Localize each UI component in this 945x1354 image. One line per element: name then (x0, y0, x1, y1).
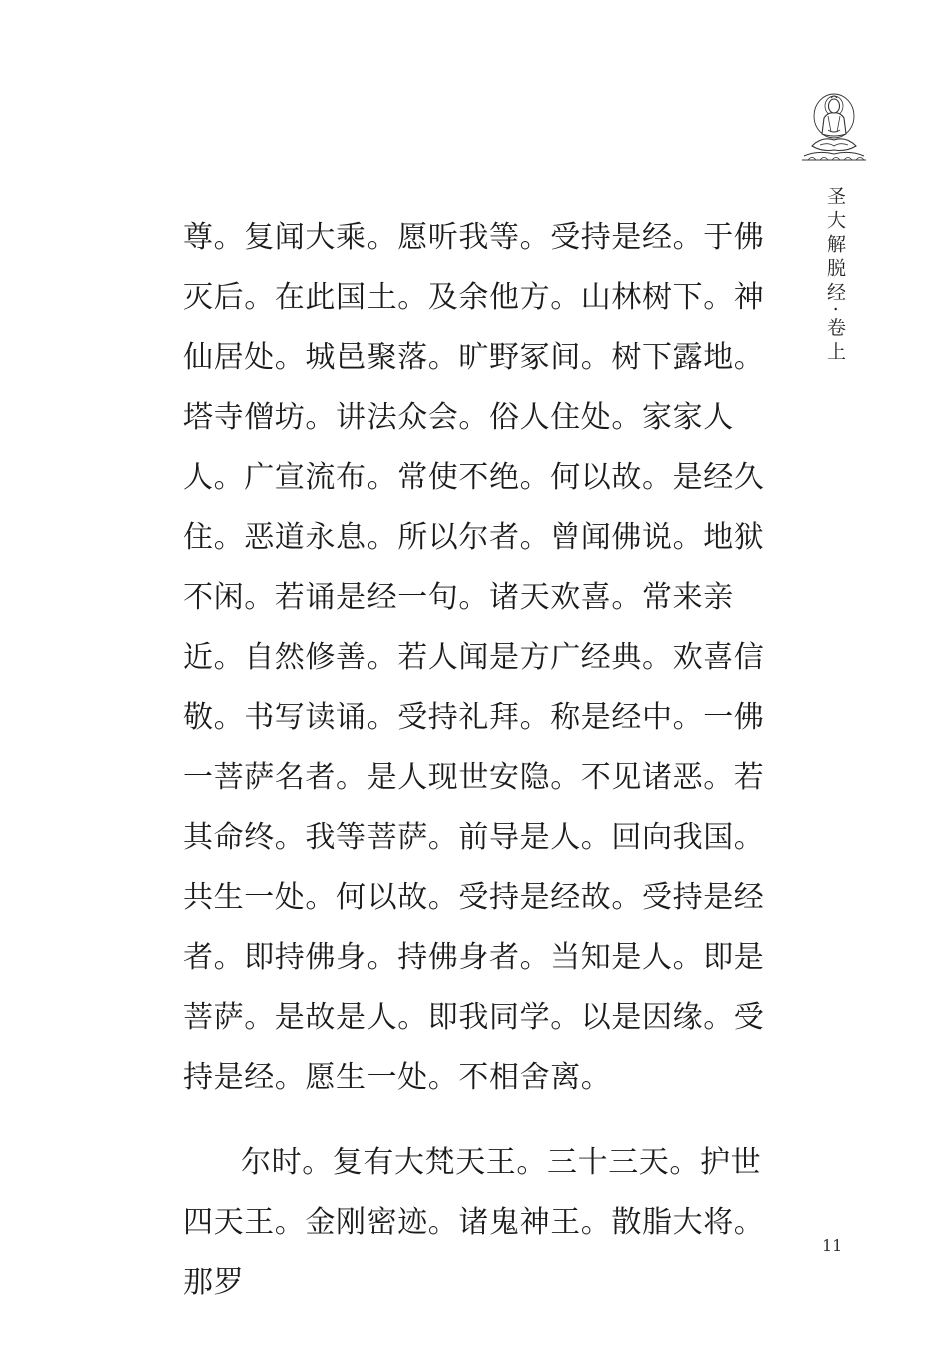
buddha-figure-icon (798, 88, 870, 168)
running-title: 圣大解脱经·卷上 (824, 186, 846, 366)
page-number: 11 (822, 1236, 843, 1255)
paragraph: 尔时。复有大梵天王。三十三天。护世四天王。金刚密迹。诸鬼神王。散脂大将。那罗 (183, 1145, 765, 1300)
paragraph: 尊。复闻大乘。愿听我等。受持是经。于佛灭后。在此国土。及余他方。山林树下。神仙居处。城邑聚落。旷野冢间。树下露地。塔寺僧坊。讲法众会。俗人住处。家家人人。广宣流布。常使不绝。何以故。是经久住。恶道永息。所以尔者。曾闻佛说。地狱不闲。若诵是经一句。诸天欢喜。常来亲近。自然修善。若人闻是方广经典。欢喜信敬。书写读诵。受持礼拜。称是经中。一佛一菩萨名者。是人现世安隐。不见诸恶。若其命终。我等菩萨。前导是人。回向我国。共生一处。何以故。受持是经故。受持是经者。即持佛身。持佛身者。当知是人。即是菩萨。是故是人。即我同学。以是因缘。受持是经。愿生一处。不相舍离。 (183, 220, 765, 1095)
scripture-text (183, 208, 767, 1313)
